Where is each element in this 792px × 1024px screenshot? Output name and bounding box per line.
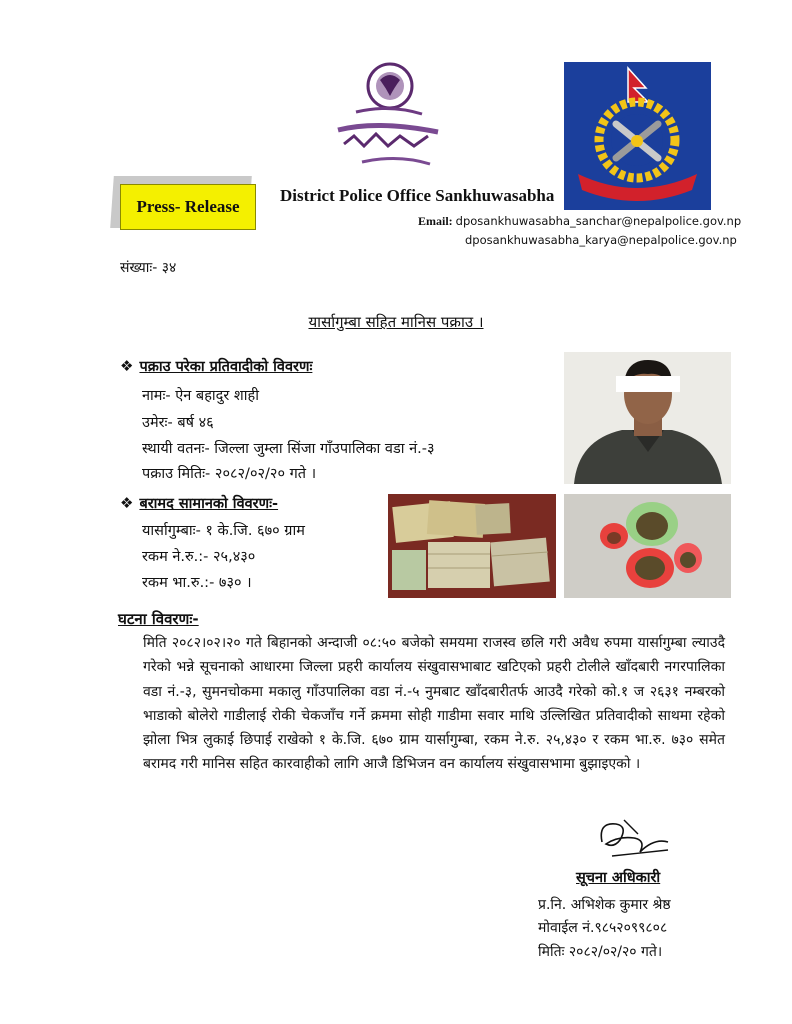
suspect-section-heading bbox=[120, 356, 312, 376]
press-release-text: Press- Release bbox=[120, 184, 256, 230]
signatory-title: सूचना अधिकारी bbox=[576, 870, 661, 886]
seized-yarsagumba-photo bbox=[564, 494, 731, 598]
email-address-2[interactable]: dposankhuwasabha_karya@nepalpolice.gov.np bbox=[465, 233, 737, 247]
incident-heading: घटना विवरणः- bbox=[118, 610, 199, 628]
incident-body: मिति २०८२।०२।२० गते बिहानको अन्दाजी ०८:५० बजेको समयमा राजस्व छलि गरी अवैध रुपमा यार्सागुम्बा ल्याउदै गरेको भन्ने सूचनाको आधारमा जिल्ला प्रहरी कार्यालय संखुवासभाबाट खटिएको प्रहरी टोलीले खाँदबारी नगरपालिका वडा नं.-३, सुमनचोकमा मकालु गाँउपालिका वडा नं.-५ नुमबाट खाँदबारीतर्फ आउदै गरेको को.१ ज २६३१ नम्बरको भाडाको बोलेरो गाडीलाई रोकी चेकजाँच गर्ने क्रममा सोही गाडीमा सवार माथि उल्लिखित प्रतिवादीको साथमा रहेको झोला भित्र लुकाई छिपाई राखेको १ के.जि. ६७० ग्राम यार्सागुम्बा, रकम ने.रु. २५,४३० र रकम भा.रु. ७३० समेत बरामद गरी मानिस सहित कारवाहीको लागि आजै डिभिजन वन कार्यालय संखुवासभामा बुझाइएको । bbox=[143, 635, 725, 773]
email-line-1 bbox=[418, 214, 741, 229]
nepal-police-badge-logo bbox=[564, 62, 711, 210]
email-address-1[interactable]: dposankhuwasabha_sanchar@nepalpolice.gov.np bbox=[455, 214, 742, 228]
diamond-bullet-icon: ❖ bbox=[120, 494, 134, 512]
suspect-photo bbox=[564, 352, 731, 484]
email-label: Email: bbox=[418, 214, 453, 228]
suspect-heading-text: पक्राउ परेका प्रतिवादीको विवरणः bbox=[139, 359, 313, 375]
suspect-age: उमेरः- बर्ष ४६ bbox=[142, 415, 214, 431]
subject-text: यार्सागुम्बा सहित मानिस पक्राउ । bbox=[308, 313, 484, 331]
diamond-bullet-icon: ❖ bbox=[120, 357, 134, 375]
signatory-phone: मोवाईल नं.९८५२०९९८०८ bbox=[538, 920, 668, 936]
arrest-date: पक्राउ मितिः- २०८२/०२/२० गते । bbox=[142, 466, 317, 482]
handwritten-signature bbox=[594, 812, 674, 860]
seized-section-heading bbox=[120, 493, 278, 513]
press-release-label bbox=[112, 176, 257, 234]
office-name: District Police Office Sankhuwasabha bbox=[280, 186, 555, 205]
suspect-address: स्थायी वतनः- जिल्ला जुम्ला सिंजा गाँउपालिका वडा नं.-३ bbox=[142, 441, 435, 457]
signatory-date: मितिः २०८२/०२/२० गते। bbox=[538, 944, 663, 960]
suspect-name: नामः- ऐन बहादुर शाही bbox=[142, 388, 259, 404]
seized-yarsagumba: यार्सागुम्बाः- १ के.जि. ६७० ग्राम bbox=[142, 523, 305, 539]
seized-heading-text: बरामद सामानको विवरणः- bbox=[139, 496, 279, 512]
office-seal-stamp bbox=[318, 58, 453, 178]
seized-npr: रकम ने.रु.:- २५,४३० bbox=[142, 549, 256, 565]
subject-line bbox=[0, 312, 792, 332]
signatory-name: प्र.नि. अभिशेक कुमार श्रेष्ठ bbox=[538, 897, 671, 913]
seized-inr: रकम भा.रु.:- ७३० । bbox=[142, 575, 252, 591]
seized-cash-photo bbox=[388, 494, 556, 598]
reference-number: संख्याः- ३४ bbox=[120, 260, 177, 276]
